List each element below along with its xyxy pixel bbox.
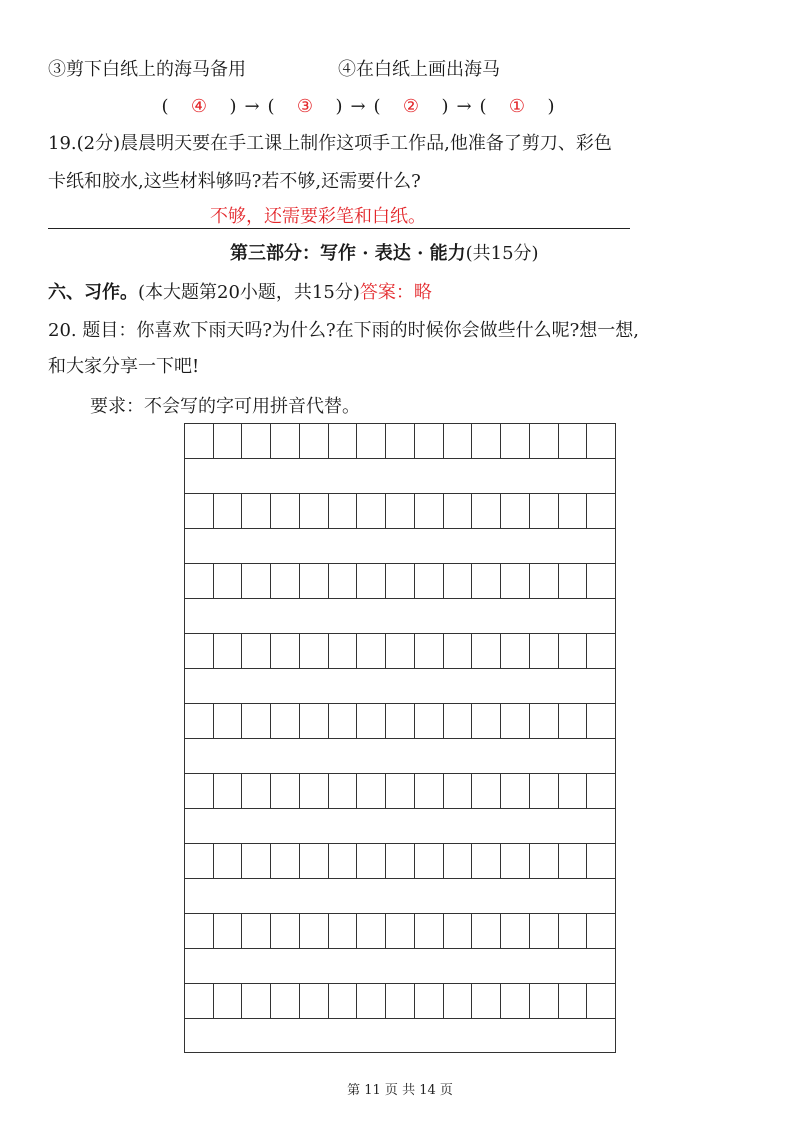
grid-row [184,703,616,739]
grid-cell[interactable] [587,774,616,808]
grid-cell[interactable] [587,914,616,948]
grid-cell[interactable] [501,494,530,528]
grid-cell[interactable] [386,984,415,1018]
grid-cell[interactable] [300,634,329,668]
part-3-title [230,240,539,268]
grid-cell[interactable] [300,494,329,528]
grid-row [184,913,616,949]
sequence-answer-1: ④ [190,96,208,117]
grid-cell[interactable] [357,494,386,528]
grid-cell[interactable] [530,914,559,948]
grid-gap [184,739,616,773]
grid-cell[interactable] [587,704,616,738]
grid-cell[interactable] [242,704,271,738]
question-19-line-1: 19.(2分)晨晨明天要在手工课上制作这项手工作品,他准备了剪刀、彩色 [48,133,612,154]
grid-cell[interactable] [559,564,588,598]
grid-cell[interactable] [501,634,530,668]
grid-gap [184,529,616,563]
sequence-answer-2: ③ [296,96,314,117]
grid-cell[interactable] [214,494,243,528]
grid-cell[interactable] [415,494,444,528]
grid-cell[interactable] [214,914,243,948]
grid-cell[interactable] [300,774,329,808]
grid-cell[interactable] [185,984,214,1018]
grid-cell[interactable] [386,634,415,668]
grid-cell[interactable] [559,704,588,738]
grid-cell[interactable] [501,704,530,738]
grid-cell[interactable] [415,914,444,948]
grid-cell[interactable] [357,634,386,668]
grid-gap [184,669,616,703]
grid-cell[interactable] [329,984,358,1018]
grid-cell[interactable] [530,984,559,1018]
grid-row [184,843,616,879]
grid-cell[interactable] [214,844,243,878]
grid-row [184,563,616,599]
step-4-text: ④在白纸上画出海马 [338,59,500,80]
grid-cell[interactable] [242,424,271,458]
grid-block [184,913,616,983]
grid-cell[interactable] [271,424,300,458]
grid-cell[interactable] [472,844,501,878]
grid-cell[interactable] [444,564,473,598]
grid-cell[interactable] [559,844,588,878]
arrow: → [456,96,472,117]
section-6-detail: (本大题第20小题，共15分) [138,282,360,303]
grid-gap [184,879,616,913]
grid-cell[interactable] [271,774,300,808]
grid-cell[interactable] [444,704,473,738]
grid-cell[interactable] [530,844,559,878]
grid-cell[interactable] [530,424,559,458]
grid-cell[interactable] [501,984,530,1018]
grid-cell[interactable] [185,704,214,738]
grid-cell[interactable] [386,564,415,598]
step-3-text: ③剪下白纸上的海马备用 [48,59,246,80]
grid-cell[interactable] [242,494,271,528]
grid-cell[interactable] [472,424,501,458]
grid-cell[interactable] [329,704,358,738]
grid-block [184,983,616,1053]
grid-gap [184,459,616,493]
grid-cell[interactable] [530,774,559,808]
grid-cell[interactable] [386,424,415,458]
grid-gap [184,1019,616,1053]
question-19-line-2: 卡纸和胶水,这些材料够吗?若不够,还需要什么? [48,171,421,192]
grid-row [184,493,616,529]
grid-cell[interactable] [271,494,300,528]
writing-grid[interactable] [184,423,616,1053]
grid-cell[interactable] [329,564,358,598]
grid-cell[interactable] [271,634,300,668]
grid-block [184,773,616,843]
grid-cell[interactable] [271,914,300,948]
grid-cell[interactable] [214,564,243,598]
grid-cell[interactable] [271,984,300,1018]
grid-cell[interactable] [300,984,329,1018]
grid-cell[interactable] [214,424,243,458]
grid-cell[interactable] [501,424,530,458]
grid-gap [184,949,616,983]
sequence-answer-3: ② [402,96,420,117]
grid-cell[interactable] [472,634,501,668]
grid-cell[interactable] [415,424,444,458]
grid-cell[interactable] [242,914,271,948]
part-3-title-text: 第三部分：写作 · 表达 · 能力 [230,243,466,264]
grid-cell[interactable] [214,774,243,808]
sequence-answer-row [158,93,558,121]
grid-cell[interactable] [530,704,559,738]
section-6-title: 六、习作。 [48,282,138,303]
grid-cell[interactable] [300,424,329,458]
grid-block [184,703,616,773]
grid-block [184,423,616,493]
grid-cell[interactable] [501,774,530,808]
grid-cell[interactable] [501,844,530,878]
grid-cell[interactable] [587,634,616,668]
paren-open: ( [373,96,381,117]
grid-cell[interactable] [300,704,329,738]
grid-cell[interactable] [415,984,444,1018]
paren-close: ) [229,96,237,117]
section-6-answer: 答案：略 [359,282,432,303]
grid-cell[interactable] [329,424,358,458]
paren-close: ) [547,96,555,117]
grid-cell[interactable] [386,844,415,878]
grid-cell[interactable] [386,774,415,808]
grid-cell[interactable] [587,844,616,878]
sequence-answer-4: ① [508,96,526,117]
paren-open: ( [161,96,169,117]
paren-close: ) [441,96,449,117]
question-20-requirement: 要求：不会写的字可用拼音代替。 [90,396,360,417]
grid-cell[interactable] [214,984,243,1018]
grid-cell[interactable] [386,704,415,738]
grid-cell[interactable] [329,634,358,668]
grid-cell[interactable] [530,494,559,528]
grid-gap [184,809,616,843]
paren-close: ) [335,96,343,117]
grid-cell[interactable] [185,494,214,528]
paren-open: ( [479,96,487,117]
question-20-line-1: 20. 题目：你喜欢下雨天吗?为什么?在下雨的时候你会做些什么呢?想一想, [48,320,640,341]
grid-cell[interactable] [472,494,501,528]
arrow: → [350,96,366,117]
grid-cell[interactable] [587,564,616,598]
grid-cell[interactable] [444,914,473,948]
grid-cell[interactable] [587,424,616,458]
grid-cell[interactable] [559,424,588,458]
grid-cell[interactable] [357,774,386,808]
grid-cell[interactable] [386,494,415,528]
grid-cell[interactable] [415,774,444,808]
grid-cell[interactable] [242,564,271,598]
grid-cell[interactable] [386,914,415,948]
grid-cell[interactable] [415,634,444,668]
paren-open: ( [267,96,275,117]
grid-cell[interactable] [559,984,588,1018]
question-20-line-2: 和大家分享一下吧! [48,356,200,377]
grid-gap [184,599,616,633]
grid-cell[interactable] [415,704,444,738]
grid-cell[interactable] [185,844,214,878]
answer-underline [48,228,630,229]
grid-cell[interactable] [185,634,214,668]
grid-cell[interactable] [587,984,616,1018]
grid-cell[interactable] [357,844,386,878]
grid-row [184,983,616,1019]
grid-row [184,773,616,809]
grid-cell[interactable] [415,844,444,878]
grid-cell[interactable] [472,704,501,738]
grid-cell[interactable] [185,424,214,458]
grid-cell[interactable] [501,914,530,948]
grid-cell[interactable] [444,844,473,878]
grid-cell[interactable] [300,844,329,878]
grid-cell[interactable] [242,774,271,808]
question-19-answer: 不够，还需要彩笔和白纸。 [210,206,426,227]
grid-cell[interactable] [472,984,501,1018]
grid-cell[interactable] [472,564,501,598]
grid-cell[interactable] [559,634,588,668]
grid-cell[interactable] [501,564,530,598]
grid-cell[interactable] [329,914,358,948]
grid-cell[interactable] [559,914,588,948]
grid-cell[interactable] [587,494,616,528]
grid-cell[interactable] [300,564,329,598]
grid-cell[interactable] [329,844,358,878]
grid-cell[interactable] [472,774,501,808]
grid-cell[interactable] [415,564,444,598]
grid-cell[interactable] [242,844,271,878]
grid-cell[interactable] [530,564,559,598]
grid-cell[interactable] [242,634,271,668]
grid-row [184,423,616,459]
section-6-heading [48,279,432,307]
grid-cell[interactable] [357,424,386,458]
grid-cell[interactable] [472,914,501,948]
grid-cell[interactable] [271,564,300,598]
grid-block [184,633,616,703]
grid-cell[interactable] [357,984,386,1018]
grid-row [184,633,616,669]
grid-cell[interactable] [329,494,358,528]
grid-cell[interactable] [242,984,271,1018]
grid-cell[interactable] [444,424,473,458]
page-footer: 第 11 页 共 14 页 [347,1083,453,1098]
grid-cell[interactable] [185,564,214,598]
grid-cell[interactable] [444,774,473,808]
grid-cell[interactable] [271,844,300,878]
grid-cell[interactable] [444,984,473,1018]
grid-cell[interactable] [357,564,386,598]
grid-cell[interactable] [559,494,588,528]
grid-block [184,563,616,633]
grid-block [184,493,616,563]
grid-cell[interactable] [357,704,386,738]
grid-cell[interactable] [357,914,386,948]
grid-cell[interactable] [185,774,214,808]
grid-cell[interactable] [329,774,358,808]
grid-cell[interactable] [559,774,588,808]
grid-block [184,843,616,913]
grid-cell[interactable] [214,704,243,738]
grid-cell[interactable] [271,704,300,738]
grid-cell[interactable] [300,914,329,948]
part-3-points: (共15分) [465,243,539,264]
grid-cell[interactable] [444,494,473,528]
grid-cell[interactable] [185,914,214,948]
grid-cell[interactable] [444,634,473,668]
grid-cell[interactable] [214,634,243,668]
grid-cell[interactable] [530,634,559,668]
arrow: → [244,96,260,117]
